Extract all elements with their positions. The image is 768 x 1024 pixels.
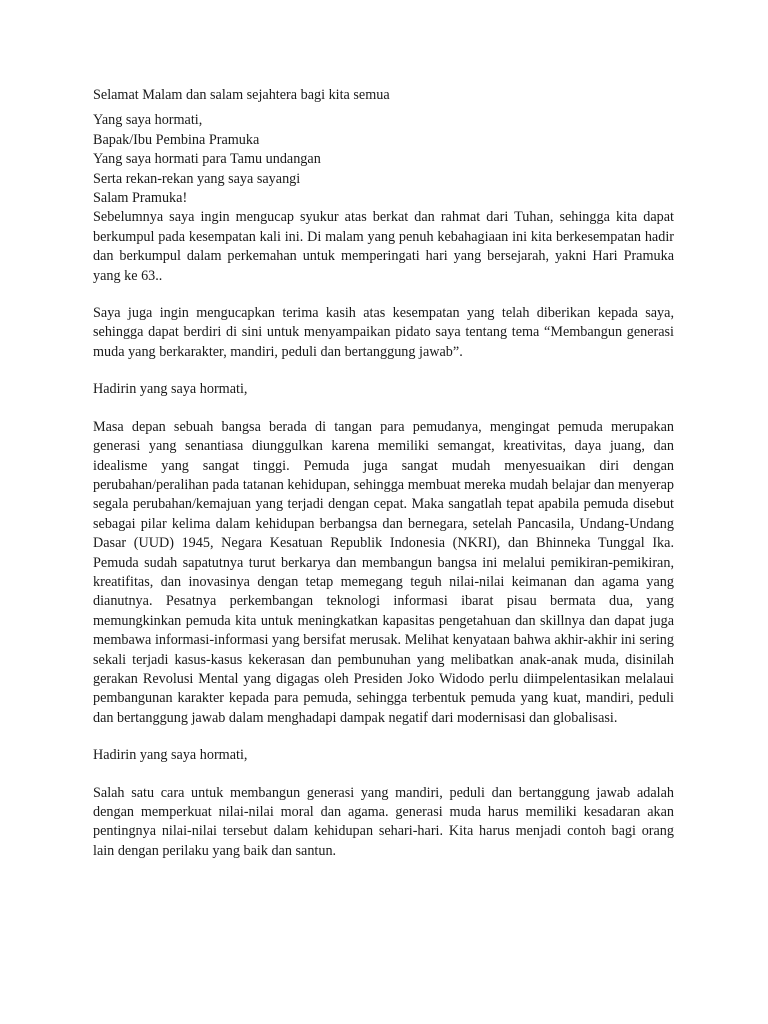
salutation-line: Serta rekan-rekan yang saya sayangi <box>93 170 301 187</box>
address-line: Hadirin yang saya hormati, <box>93 747 248 764</box>
spacer <box>93 400 674 418</box>
spacer <box>93 766 674 784</box>
salutation-line: Yang saya hormati, <box>93 112 203 129</box>
address-line: Hadirin yang saya hormati, <box>93 381 248 398</box>
spacer <box>93 286 674 304</box>
spacer <box>93 362 674 380</box>
spacer <box>93 728 674 746</box>
paragraph-values: Salah satu cara untuk membangun generasi yang mandiri, peduli dan bertanggung jawab adalah dengan memperkuat nilai-nilai moral dan agama. generasi muda harus memiliki kesadaran akan pentingnya nilai-nilai tersebut dalam kehidupan sehari-hari. Kita harus menjadi contoh bagi orang lain dengan perilaku yang baik dan santun. <box>93 784 674 859</box>
salutation-line: Yang saya hormati para Tamu undangan <box>93 151 321 168</box>
paragraph-opening: Sebelumnya saya ingin mengucap syukur atas berkat dan rahmat dari Tuhan, sehingga kita dapat berkumpul pada kesempatan kali ini. Di malam yang penuh kebahagiaan ini kita berkesempatan hadir dan berkumpul dalam perkemahan untuk memperingati hari yang bersejarah, yakni Hari Pramuka yang ke 63.. <box>93 209 674 284</box>
greeting-line: Selamat Malam dan salam sejahtera bagi kita semua <box>93 87 390 103</box>
salutation-line: Bapak/Ibu Pembina Pramuka <box>93 131 260 148</box>
paragraph-theme: Saya juga ingin mengucapkan terima kasih atas kesempatan yang telah diberikan kepada saya, sehingga dapat berdiri di sini untuk menyampaikan pidato saya tentang tema “Membangun generasi muda yang berkarakter, mandiri, peduli dan bertanggung jawab”. <box>93 305 674 360</box>
salutation-list <box>93 111 674 208</box>
salutation-line: Salam Pramuka! <box>93 190 188 207</box>
document-page <box>93 86 674 861</box>
paragraph-youth: Masa depan sebuah bangsa berada di tangan para pemudanya, mengingat pemuda merupakan generasi yang senantiasa diunggulkan karena memiliki semangat, kreativitas, daya juang, dan idealisme yang sangat tinggi. Pemuda juga sangat mudah menyesuaikan diri dengan perubahan/peralihan pada tatanan kehidupan, sehingga membuat mereka mudah belajar dan menyerap segala perubahan/kemajuan yang terjadi dengan cepat. Maka sangatlah tepat apabila pemuda disebut sebagai pilar kelima dalam kehidupan berbangsa dan bernegara, setelah Pancasila, Undang-Undang Dasar (UUD) 1945, Negara Kesatuan Republik Indonesia (NKRI), dan Bhinneka Tunggal Ika. Pemuda sudah sapatutnya turut berkarya dan membangun bangsa ini melalui pemikiran-pemikiran, kreatifitas, dan inovasinya dengan tetap memegang teguh nilai-nilai keimanan dan agama yang dianutnya. Pesatnya perkembangan teknologi informasi ibarat pisau bermata dua, yang memungkinkan pemuda kita untuk meningkatkan kapasitas pengetahuan dan skillnya dan dapat juga membawa informasi-informasi yang bersifat merusak. Melihat kenyataan bahwa akhir-akhir ini sering sekali terjadi kasus-kasus kekerasan dan pembunuhan yang melibatkan anak-anak muda, disinilah gerakan Revolusi Mental yang digagas oleh Presiden Joko Widodo perlu diimpelentasikan melalaui pembangunan karakter kepada para pemuda, sehingga terbentuk pemuda yang kuat, mandiri, peduli dan bertanggung jawab dalam menghadapi dampak negatif dari modernisasi dan globalisasi. <box>93 418 674 726</box>
